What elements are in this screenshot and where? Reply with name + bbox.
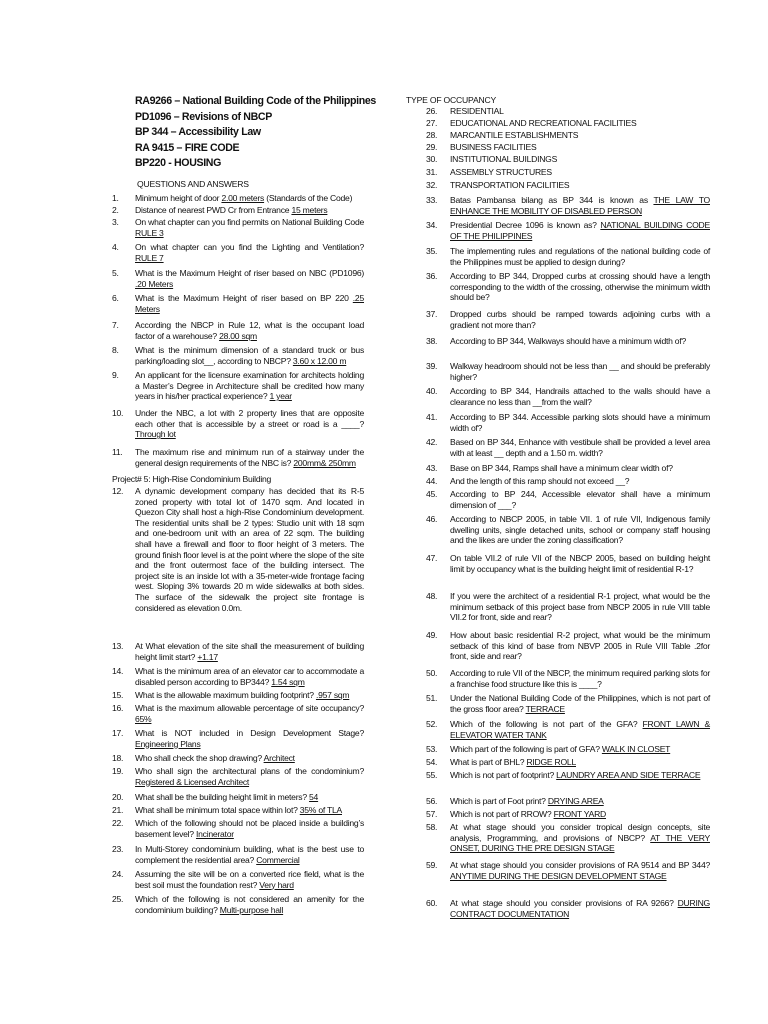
item-number: 37. — [426, 309, 438, 319]
answer-text: .25 Meters — [135, 293, 364, 314]
item-number: 29. — [426, 142, 438, 152]
item-number: 1. — [112, 193, 119, 203]
question-item — [400, 770, 710, 781]
question-item — [112, 690, 364, 701]
item-text — [450, 514, 710, 546]
item-number: 54. — [426, 757, 438, 767]
item-number: 47. — [426, 553, 438, 563]
question-item — [400, 630, 710, 662]
answer-text: 65% — [135, 713, 152, 724]
answer-text: 1.54 sqm — [271, 676, 305, 687]
question-text: At what stage should you consider provisions of RA 9514 and BP 344? — [450, 860, 710, 870]
item-number: 9. — [112, 370, 119, 380]
answer-text: .20 Meters — [135, 278, 174, 289]
question-item — [112, 818, 364, 839]
answer-text: DURING CONTRACT DOCUMENTATION — [450, 898, 710, 919]
item-number: 51. — [426, 693, 438, 703]
item-number: 34. — [426, 220, 438, 230]
answer-text: RIDGE ROLL — [526, 757, 576, 767]
item-text — [135, 703, 364, 724]
question-text: Assuming the site will be on a converted rice field, what is the best soil must the foundation rest? — [135, 869, 364, 890]
question-text: In Multi-Storey condominium building, what is the best use to complement the residential area? — [135, 844, 364, 865]
question-text: How about basic residential R-2 project, what would be the minimum setback of this kind of base from NBVP 2005 in Rule VIII Table .2for front, side and rear? — [450, 630, 710, 662]
question-text: Base on BP 344, Ramps shall have a minimum clear width of? — [450, 463, 673, 473]
question-text: Batas Pambansa bilang as BP 344 is known as — [450, 195, 654, 205]
question-text: Dropped curbs should be ramped towards adjoining curbs with a gradient not more than? — [450, 309, 710, 330]
item-text — [450, 271, 710, 303]
question-item — [112, 447, 364, 468]
question-item — [400, 386, 710, 407]
item-text — [135, 805, 364, 816]
question-item — [112, 728, 364, 749]
answer-text: 35% of TLA — [299, 805, 342, 815]
question-text: According to BP 344. Accessible parking slots should have a minimum width of? — [450, 412, 710, 433]
question-item — [400, 437, 710, 458]
question-text: Which is part of Foot print? — [450, 796, 548, 806]
question-item — [112, 268, 364, 289]
question-text: According to BP 244, Accessible elevator shall have a minimum dimension of ___? — [450, 489, 710, 510]
question-text: Which is not part of RROW? — [450, 809, 554, 819]
item-text — [450, 770, 710, 781]
question-item — [112, 293, 364, 314]
item-text — [450, 668, 710, 689]
answer-text: AT THE VERY ONSET, DURING THE PRE DESIGN STAGE — [450, 832, 710, 854]
question-text: On what chapter can you find the Lighting and Ventilation? — [135, 242, 364, 252]
project-label: Project# 5: High-Rise Condominium Building — [112, 474, 272, 484]
question-text: A dynamic development company has decided that its R-5 zoned property with total lot of 1470 sqm. And located in Quezon City shall host a high-Rise Condominium development. The residential units shall be 2 types: Studio unit with 18 sqm and one-bedroom unit with an area of 22 sqm. The building shall have a firewall and floor to floor height of 3 meters. The ground finish floor level is at the point where the slope of the site and the front outermost face of the building intersect. The project site is an inside lot with a 35-meter-wide frontage facing west. Sloping 3% towards 20 m wide sidewalks at both sides. The surface of the sidewalk the project site frontage is considered as elevation 0.0m. — [135, 486, 364, 613]
item-number: 57. — [426, 809, 438, 819]
item-text — [450, 180, 710, 191]
question-text: What is the Maximum Height of riser based on NBC (PD1096) — [135, 268, 364, 278]
question-text: At what stage should you consider provisions of RA 9266? — [450, 898, 678, 908]
question-item — [400, 106, 710, 117]
item-number: 58. — [426, 822, 438, 832]
question-item — [112, 408, 364, 440]
item-text — [450, 220, 710, 241]
item-number: 38. — [426, 336, 438, 346]
question-text: EDUCATIONAL AND RECREATIONAL FACILITIES — [450, 118, 637, 128]
question-text: The maximum rise and minimum run of a stairway under the general design requirements of the NBC is? — [135, 447, 364, 468]
item-number: 10. — [112, 408, 124, 418]
heading-bp220: BP220 - HOUSING — [135, 157, 221, 169]
item-text — [135, 408, 364, 440]
question-item — [400, 796, 710, 807]
item-number: 12. — [112, 486, 124, 496]
item-text — [450, 154, 710, 165]
question-text: According to rule VII of the NBCP, the minimum required parking slots for a franchise food structure like this is ____? — [450, 668, 710, 689]
heading-ra9415: RA 9415 – FIRE CODE — [135, 141, 240, 154]
question-item — [112, 486, 364, 613]
question-item — [400, 195, 710, 216]
item-text — [450, 106, 710, 117]
item-text — [135, 293, 364, 314]
item-text — [135, 766, 364, 787]
item-number: 53. — [426, 744, 438, 754]
answer-text: .957 sqm — [315, 690, 350, 700]
item-number: 55. — [426, 770, 438, 780]
question-text: According to BP 344, Handrails attached to the walls should have a clearance no less than __from the wall? — [450, 386, 710, 407]
item-text — [135, 690, 364, 701]
answer-text: RULE 7 — [135, 252, 164, 263]
question-item — [400, 180, 710, 191]
question-item — [112, 370, 364, 402]
question-text: MARCANTILE ESTABLISHMENTS — [450, 130, 579, 140]
question-text: What is the minimum dimension of a standard truck or bus parking/loading slot__, according to NBCP? — [135, 345, 364, 366]
answer-text: 200mm& 250mm — [293, 457, 356, 468]
question-text: BUSINESS FACILITIES — [450, 142, 537, 152]
item-text — [450, 412, 710, 433]
question-text: On table VII.2 of rule VII of the NBCP 2005, based on building height limit by occupancy what is the building height limit of residential R-1? — [450, 553, 710, 574]
question-item — [400, 553, 710, 574]
item-number: 43. — [426, 463, 438, 473]
question-text: RESIDENTIAL — [450, 106, 504, 116]
item-number: 45. — [426, 489, 438, 499]
item-text — [450, 809, 710, 820]
question-text: At What elevation of the site shall the measurement of building height limit start? — [135, 641, 364, 662]
answer-text: NATIONAL BUILDING CODE OF THE PHILIPPINES — [450, 220, 710, 241]
question-text: What is the maximum allowable percentage of site occupancy? — [135, 703, 364, 713]
item-number: 50. — [426, 668, 438, 678]
question-item — [400, 809, 710, 820]
item-text — [450, 130, 710, 141]
question-text: Walkway headroom should not be less than __ and should be preferably higher? — [450, 361, 710, 382]
item-number: 52. — [426, 719, 438, 729]
item-number: 33. — [426, 195, 438, 205]
item-number: 27. — [426, 118, 438, 128]
heading-pd1096: PD1096 – Revisions of NBCP — [135, 110, 272, 123]
answer-text: Commercial — [256, 854, 300, 865]
item-text — [450, 246, 710, 267]
answer-text: ANYTIME DURING THE DESIGN DEVELOPMENT STAGE — [450, 870, 667, 881]
question-item — [400, 412, 710, 433]
answer-text: Multi-purpose hall — [219, 904, 284, 915]
question-item — [400, 489, 710, 510]
question-text: What is the allowable maximum building footprint? — [135, 690, 316, 700]
item-number: 44. — [426, 476, 438, 486]
item-text — [450, 719, 710, 740]
item-number: 60. — [426, 898, 438, 908]
question-text: INSTITUTIONAL BUILDINGS — [450, 154, 558, 164]
question-item — [112, 193, 364, 204]
item-text — [135, 641, 364, 662]
item-text — [450, 630, 710, 662]
answer-suffix: (Standards of the Code) — [264, 193, 353, 203]
item-number: 18. — [112, 753, 124, 763]
item-text — [135, 217, 364, 238]
question-text: According the NBCP in Rule 12, what is the occupant load factor of a warehouse? — [135, 320, 364, 341]
question-text: An applicant for the licensure examination for architects holding a Master’s Degree in Architecture shall be credited how many years in his/her practical experience? — [135, 370, 364, 402]
question-item — [400, 757, 710, 768]
item-number: 25. — [112, 894, 124, 904]
answer-text: RULE 3 — [135, 227, 164, 238]
item-text — [135, 193, 364, 204]
item-text — [135, 869, 364, 890]
answer-text: LAUNDRY AREA AND SIDE TERRACE — [556, 770, 701, 780]
question-item — [112, 805, 364, 816]
item-number: 4. — [112, 242, 119, 252]
question-text: What is the minimum area of an elevator car to accommodate a disabled person according to BP344? — [135, 666, 364, 687]
item-number: 6. — [112, 293, 119, 303]
item-text — [450, 195, 710, 216]
answer-text: Registered & Licensed Architect — [135, 776, 250, 787]
question-item — [400, 309, 710, 330]
item-number: 20. — [112, 792, 124, 802]
item-text — [135, 205, 364, 216]
question-text: Which is not part of footprint? — [450, 770, 557, 780]
heading-bp344: BP 344 – Accessibility Law — [135, 126, 261, 138]
item-text — [135, 345, 364, 366]
question-text: Under the National Building Code of the Philippines, which is not part of the gross floor area? — [450, 693, 710, 714]
question-item — [400, 118, 710, 129]
question-item — [400, 476, 710, 487]
item-number: 14. — [112, 666, 124, 676]
question-item — [112, 869, 364, 890]
question-text: Which part of the following is part of GFA? — [450, 744, 602, 754]
item-text — [450, 167, 710, 178]
item-number: 8. — [112, 345, 119, 355]
item-text — [450, 744, 710, 755]
item-text — [450, 309, 710, 330]
item-number: 15. — [112, 690, 124, 700]
item-text — [450, 142, 710, 153]
answer-text: Incinerator — [195, 828, 234, 839]
question-text: TRANSPORTATION FACILITIES — [450, 180, 570, 190]
answer-text: +1.17 — [197, 651, 218, 662]
question-text: Who shall sign the architectural plans of the condominium? — [135, 766, 364, 776]
question-text: Presidential Decree 1096 is known as? — [450, 220, 601, 230]
item-text — [450, 336, 710, 347]
item-text — [450, 553, 710, 574]
question-item — [112, 894, 364, 915]
code-headings — [135, 94, 375, 172]
question-text: If you were the architect of a residential R-1 project, what would be the minimum setback of this project base from NBCP 2005 in rule VIII table VII.2 for front, side and rear? — [450, 591, 710, 623]
item-text — [450, 118, 710, 129]
answer-text: FRONT LAWN & ELEVATOR WATER TANK — [450, 719, 710, 740]
item-text — [450, 898, 710, 919]
item-text — [135, 268, 364, 289]
question-text: Which of the following is not part of the GFA? — [450, 719, 643, 729]
question-item — [112, 242, 364, 263]
item-number: 40. — [426, 386, 438, 396]
question-text: What shall be the building height limit in meters? — [135, 792, 310, 802]
question-text: Minimum height of door — [135, 193, 222, 203]
question-item — [400, 361, 710, 382]
item-number: 32. — [426, 180, 438, 190]
item-number: 56. — [426, 796, 438, 806]
item-number: 28. — [426, 130, 438, 140]
item-text — [450, 463, 710, 474]
item-number: 30. — [426, 154, 438, 164]
question-item — [400, 463, 710, 474]
question-item — [400, 719, 710, 740]
question-item — [400, 744, 710, 755]
item-text — [135, 753, 364, 764]
question-text: Distance of nearest PWD Cr from Entrance — [135, 205, 292, 215]
item-number: 41. — [426, 412, 438, 422]
question-text: According to NBCP 2005, in table VII. 1 of rule VII, Indigenous family dwelling units, single detached units, school or company staff housing and the likes are under the zoning classification? — [450, 514, 710, 546]
answer-text: THE LAW TO ENHANCE THE MOBILITY OF DISABLED PERSON — [450, 195, 710, 216]
question-item — [400, 167, 710, 178]
item-number: 11. — [112, 447, 123, 457]
question-item — [400, 860, 710, 881]
item-number: 19. — [112, 766, 124, 776]
item-number: 48. — [426, 591, 438, 601]
question-text: What is NOT included in Design Development Stage? — [135, 728, 364, 738]
item-text — [135, 728, 364, 749]
question-item — [400, 898, 710, 919]
question-item — [400, 142, 710, 153]
question-item — [400, 130, 710, 141]
question-item — [112, 217, 364, 238]
item-number: 5. — [112, 268, 119, 278]
question-item — [400, 220, 710, 241]
question-text: What shall be minimum total space within lot? — [135, 805, 300, 815]
question-item — [112, 641, 364, 662]
answer-text: 3.60 x 12.00 m — [292, 355, 347, 366]
item-number: 35. — [426, 246, 438, 256]
item-number: 23. — [112, 844, 124, 854]
question-item — [400, 822, 710, 854]
item-text — [450, 693, 710, 714]
item-text — [135, 666, 364, 687]
item-number: 3. — [112, 217, 119, 227]
question-text: According to BP 344, Walkways should have a minimum width of? — [450, 336, 686, 346]
question-text: Who shall check the shop drawing? — [135, 753, 264, 763]
question-item — [112, 345, 364, 366]
question-text: According to BP 344, Dropped curbs at crossing should have a length corresponding to the width of the crossing, otherwise the minimum width should be? — [450, 271, 710, 303]
item-text — [135, 894, 364, 915]
answer-text: Engineering Plans — [135, 738, 201, 749]
item-number: 22. — [112, 818, 124, 828]
item-number: 59. — [426, 860, 438, 870]
item-number: 31. — [426, 167, 438, 177]
item-text — [450, 822, 710, 854]
answer-text: 15 meters — [291, 205, 328, 215]
answer-text: Very hard — [259, 879, 294, 890]
item-number: 17. — [112, 728, 124, 738]
item-text — [135, 370, 364, 402]
item-number: 2. — [112, 205, 119, 215]
question-item — [112, 320, 364, 341]
question-item — [112, 205, 364, 216]
question-text: What is the Maximum Height of riser based on BP 220 — [135, 293, 353, 303]
item-number: 46. — [426, 514, 438, 524]
answer-text: Architect — [263, 753, 295, 763]
item-number: 7. — [112, 320, 119, 330]
item-text — [450, 361, 710, 382]
answer-text: DRYING AREA — [547, 796, 604, 806]
item-number: 49. — [426, 630, 438, 640]
item-text — [450, 591, 710, 623]
question-item — [400, 271, 710, 303]
item-text — [450, 757, 710, 768]
item-number: 39. — [426, 361, 438, 371]
question-item — [112, 792, 364, 803]
answer-text: Through lot — [135, 429, 176, 440]
question-text: Which of the following should not be placed inside a building’s basement level? — [135, 818, 364, 839]
question-item — [112, 753, 364, 764]
question-text: Based on BP 344, Enhance with vestibule shall be provided a level area with at least __ depth and a 1.50 m. width? — [450, 437, 710, 458]
question-item — [400, 668, 710, 689]
answer-text: 28.00 sqm — [219, 330, 257, 341]
question-item — [400, 246, 710, 267]
item-text — [450, 476, 710, 487]
question-text: And the length of this ramp should not exceed __? — [450, 476, 630, 486]
question-item — [112, 703, 364, 724]
qa-title: QUESTIONS AND ANSWERS — [137, 179, 249, 189]
item-text — [450, 796, 710, 807]
answer-text: FRONT YARD — [553, 809, 606, 819]
item-text — [135, 792, 364, 803]
question-item — [112, 666, 364, 687]
item-text — [135, 818, 364, 839]
question-item — [400, 591, 710, 623]
item-number: 13. — [112, 641, 124, 651]
question-text: ASSEMBLY STRUCTURES — [450, 167, 552, 177]
item-number: 26. — [426, 106, 438, 116]
item-number: 42. — [426, 437, 438, 447]
answer-text: WALK IN CLOSET — [601, 744, 671, 754]
item-text — [135, 242, 364, 263]
item-text — [450, 860, 710, 881]
answer-text: 1 year — [269, 391, 292, 402]
question-text: At what stage should you consider tropical design concepts, site analysis, Programming, and provisions of NBCP? — [450, 822, 710, 843]
item-text — [135, 447, 364, 468]
item-text — [135, 844, 364, 865]
answer-text: 54 — [309, 792, 319, 802]
question-text: The implementing rules and regulations of the national building code of the Philippines must be applied to design during? — [450, 246, 710, 267]
item-number: 36. — [426, 271, 438, 281]
question-text: Under the NBC, a lot with 2 property lines that are opposite each other that is accessible by a street or road is a ____? — [135, 408, 364, 429]
item-text — [450, 386, 710, 407]
question-text: What is part of BHL? — [450, 757, 527, 767]
item-text — [450, 437, 710, 458]
item-text — [450, 489, 710, 510]
question-item — [400, 336, 710, 347]
question-text: On what chapter can you find permits on National Building Code — [135, 217, 364, 227]
answer-text: 2.00 meters — [221, 193, 265, 203]
item-text — [135, 320, 364, 341]
question-item — [400, 514, 710, 546]
item-number: 16. — [112, 703, 124, 713]
question-item — [400, 693, 710, 714]
question-item — [112, 844, 364, 865]
occupancy-title: TYPE OF OCCUPANCY — [406, 95, 497, 105]
item-number: 24. — [112, 869, 124, 879]
item-number: 21. — [112, 805, 124, 815]
question-text: Which of the following is not considered an amenity for the condominium building? — [135, 894, 364, 915]
item-text — [135, 486, 364, 613]
question-item — [112, 766, 364, 787]
answer-text: TERRACE — [525, 703, 565, 714]
question-item — [400, 154, 710, 165]
heading-ra9266: RA9266 – National Building Code of the Philippines — [135, 95, 376, 107]
